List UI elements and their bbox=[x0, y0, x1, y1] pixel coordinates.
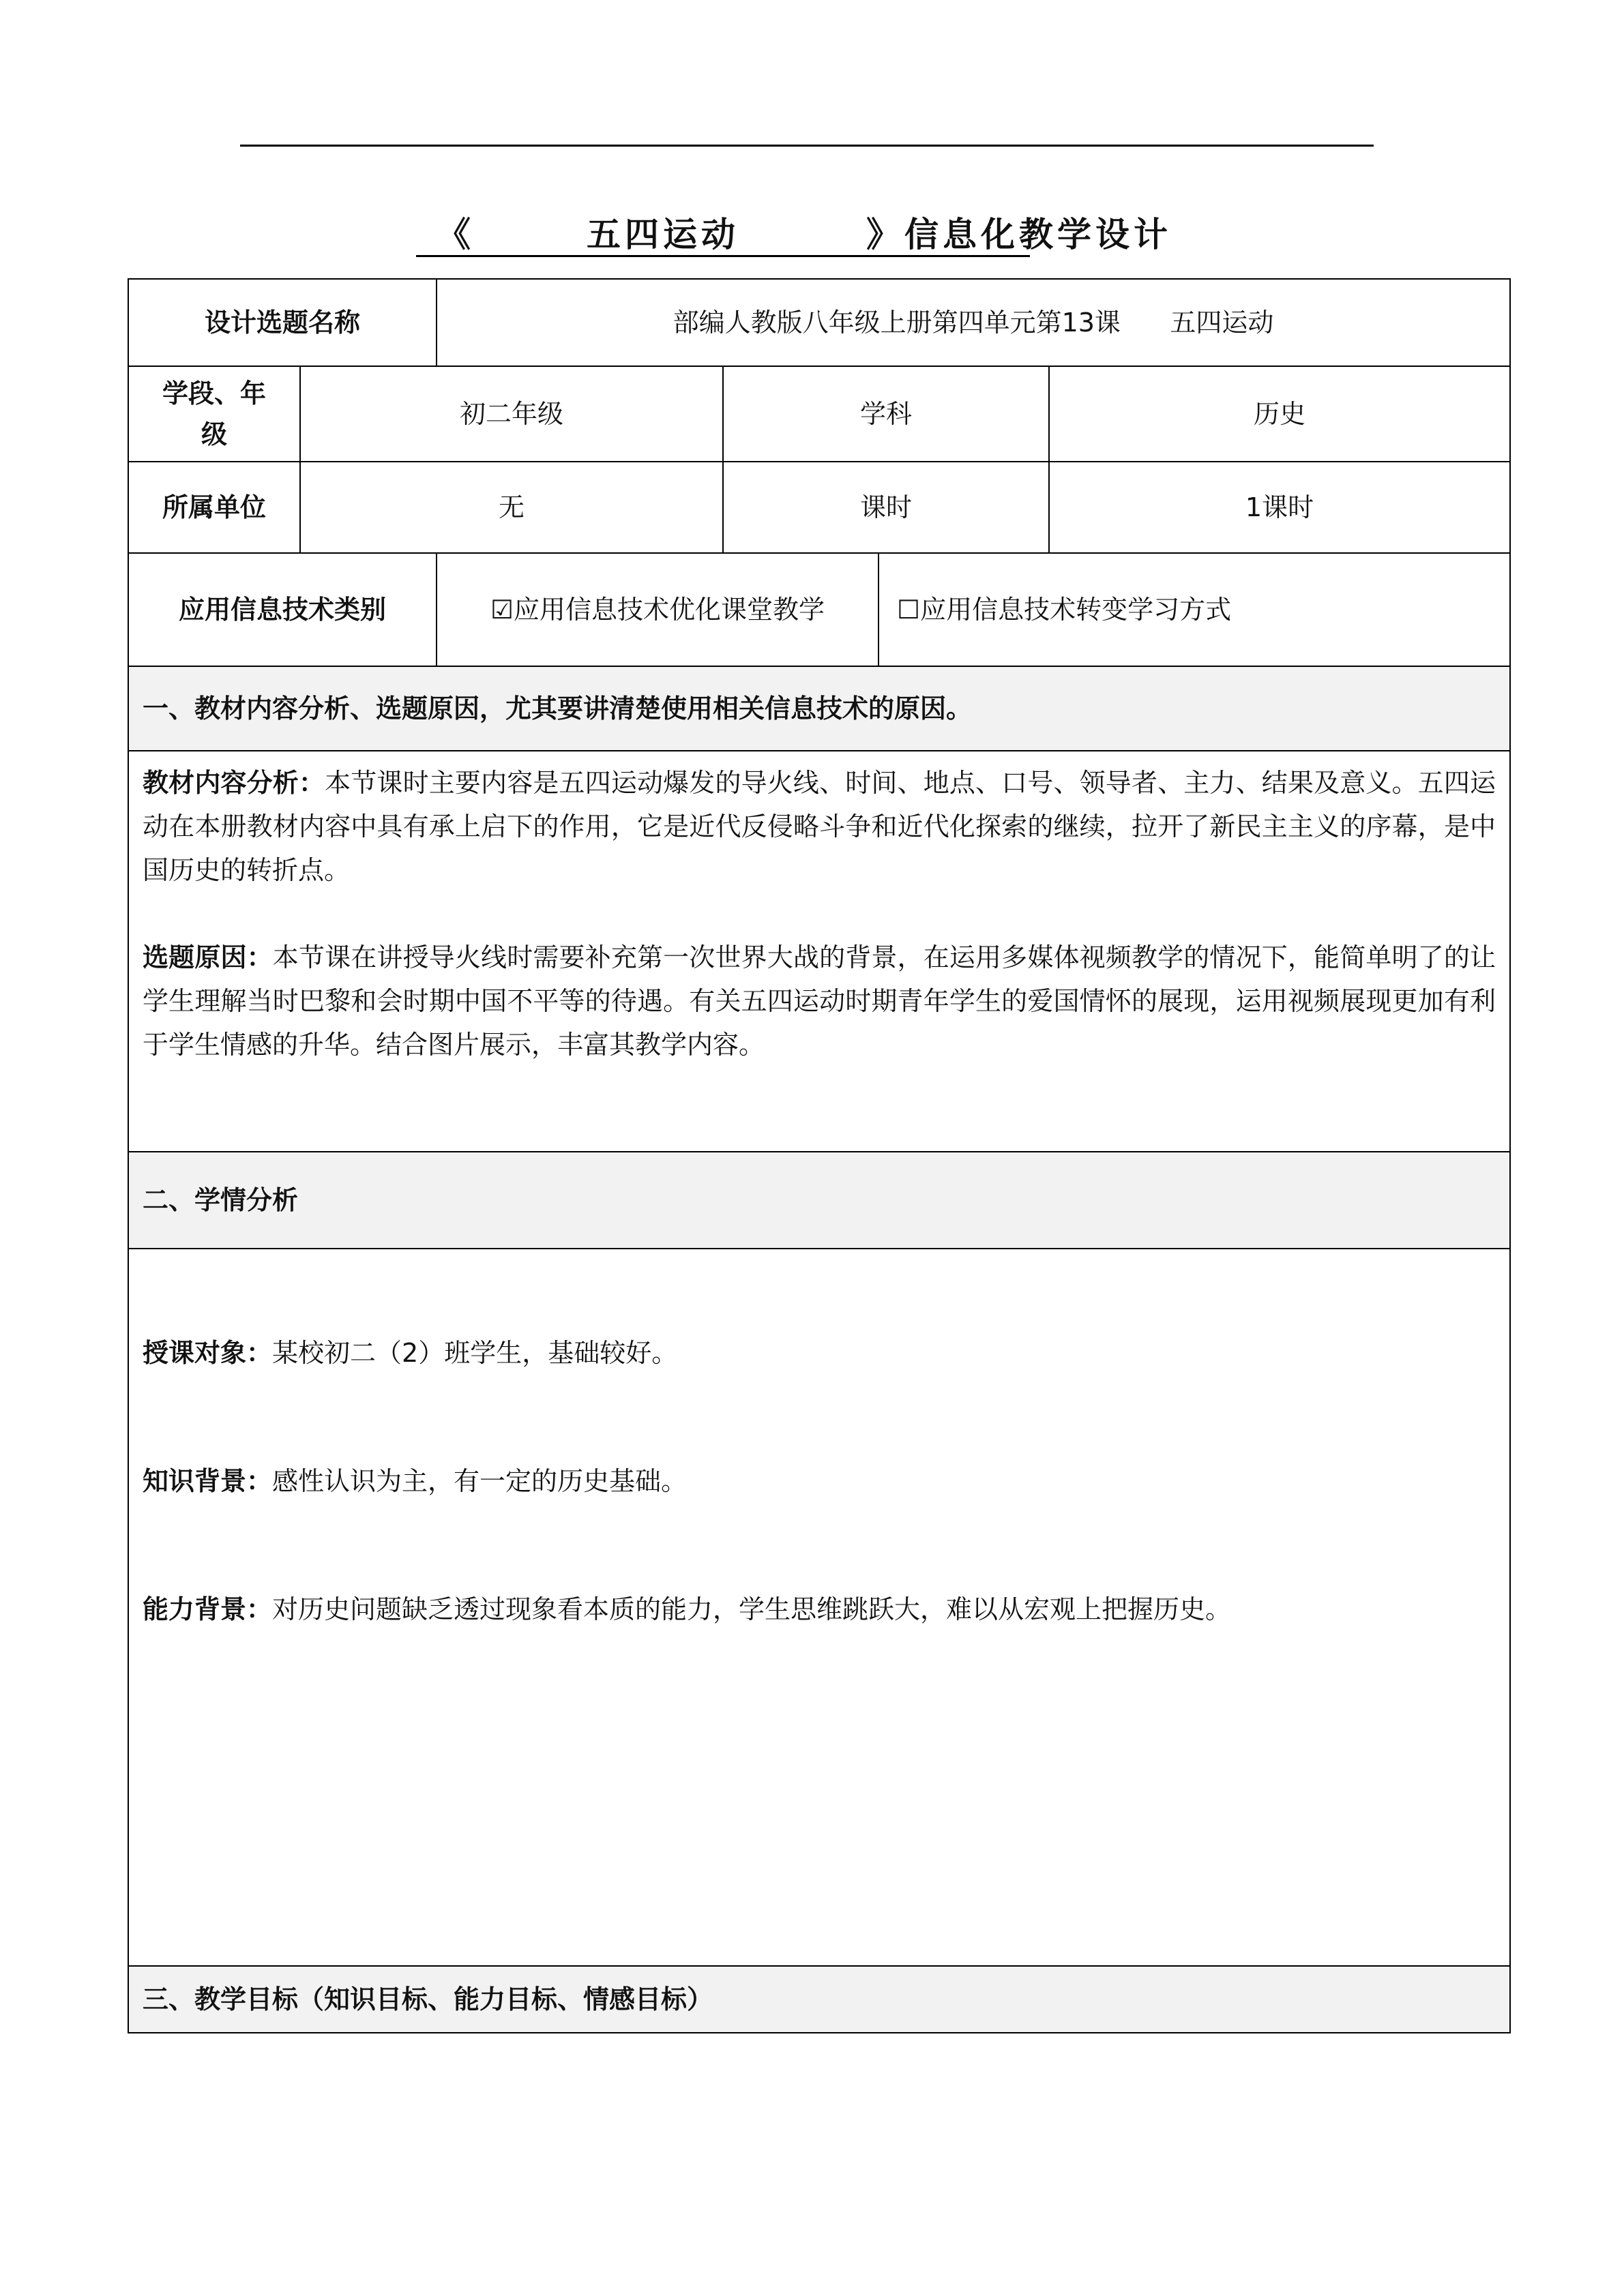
section3-heading: 三、教学目标（知识目标、能力目标、情感目标） bbox=[143, 1984, 713, 2014]
topic-label-cell bbox=[128, 278, 437, 367]
knowledge-label: 知识背景： bbox=[143, 1466, 273, 1496]
unit-value-cell bbox=[299, 461, 724, 554]
subject-value: 历史 bbox=[1253, 399, 1305, 429]
topic-value-cell bbox=[436, 278, 1511, 367]
section2-heading-cell bbox=[128, 1151, 1511, 1249]
header-rule bbox=[240, 145, 1374, 147]
unit-label-cell bbox=[128, 461, 301, 554]
ability-label: 能力背景： bbox=[143, 1594, 273, 1624]
target-label: 授课对象： bbox=[143, 1338, 273, 1368]
section2-content-cell bbox=[128, 1248, 1511, 1967]
title-suffix: 》信息化教学设计 bbox=[866, 214, 1172, 254]
unit-label: 所属单位 bbox=[162, 492, 266, 522]
section1-heading: 一、教材内容分析、选题原因，尤其要讲清楚使用相关信息技术的原因。 bbox=[143, 694, 973, 724]
subject-label-cell bbox=[722, 366, 1050, 462]
grade-label-line2: 级 bbox=[201, 419, 227, 449]
content-analysis-paragraph bbox=[143, 761, 1496, 892]
ability-paragraph bbox=[143, 1587, 1496, 1631]
target-text: 某校初二（2）班学生，基础较好。 bbox=[272, 1338, 678, 1368]
section2-heading: 二、学情分析 bbox=[143, 1185, 299, 1215]
section3-heading-cell bbox=[128, 1965, 1511, 2033]
document-title bbox=[416, 207, 1207, 262]
title-topic: 五四运动 bbox=[587, 214, 739, 254]
grade-label-cell bbox=[128, 366, 301, 462]
tech-label: 应用信息技术类别 bbox=[178, 595, 386, 625]
content-analysis-text: 本节课时主要内容是五四运动爆发的导火线、时间、地点、口号、领导者、主力、结果及意义。五四运动在本册教材内容中具有承上启下的作用，它是近代反侵略斗争和近代化探索的继续，拉开了新民主主义的序幕，是中国历史的转折点。 bbox=[143, 768, 1496, 885]
section1-heading-cell bbox=[128, 666, 1511, 751]
reason-label: 选题原因： bbox=[143, 942, 273, 972]
target-paragraph bbox=[143, 1331, 1496, 1375]
grade-label-line1: 学段、年 bbox=[162, 378, 266, 408]
hours-label-cell bbox=[722, 461, 1050, 554]
tech-option2-cell[interactable] bbox=[878, 552, 1511, 667]
knowledge-text: 感性认识为主，有一定的历史基础。 bbox=[272, 1466, 688, 1496]
hours-value: 1课时 bbox=[1245, 492, 1314, 522]
tech-label-cell bbox=[128, 552, 437, 667]
grade-value: 初二年级 bbox=[459, 399, 563, 429]
subject-label: 学科 bbox=[859, 399, 912, 429]
knowledge-paragraph bbox=[143, 1459, 1496, 1503]
reason-paragraph bbox=[143, 936, 1496, 1067]
subject-value-cell bbox=[1048, 366, 1511, 462]
tech-option1-cell[interactable] bbox=[436, 552, 879, 667]
topic-value: 部编人教版八年级上册第四单元第13课 五四运动 bbox=[673, 308, 1274, 338]
section1-content-cell bbox=[128, 750, 1511, 1152]
unit-value: 无 bbox=[498, 492, 525, 522]
content-analysis-label: 教材内容分析： bbox=[143, 768, 325, 798]
grade-value-cell bbox=[299, 366, 724, 462]
hours-label: 课时 bbox=[859, 492, 912, 522]
tech-option-optimize-checkbox[interactable]: ☑应用信息技术优化课堂教学 bbox=[490, 595, 825, 625]
hours-value-cell bbox=[1048, 461, 1511, 554]
topic-label: 设计选题名称 bbox=[204, 308, 360, 338]
title-underline bbox=[416, 255, 1030, 257]
reason-text: 本节课在讲授导火线时需要补充第一次世界大战的背景，在运用多媒体视频教学的情况下，能简单明了的让学生理解当时巴黎和会时期中国不平等的待遇。有关五四运动时期青年学生的爱国情怀的展现，运用视频展现更加有利于学生情感的升华。结合图片展示，丰富其教学内容。 bbox=[143, 942, 1496, 1060]
title-open-quote: 《 bbox=[437, 214, 475, 254]
tech-option-transform-checkbox[interactable]: ☐应用信息技术转变学习方式 bbox=[897, 595, 1232, 625]
ability-text: 对历史问题缺乏透过现象看本质的能力，学生思维跳跃大，难以从宏观上把握历史。 bbox=[272, 1594, 1232, 1624]
